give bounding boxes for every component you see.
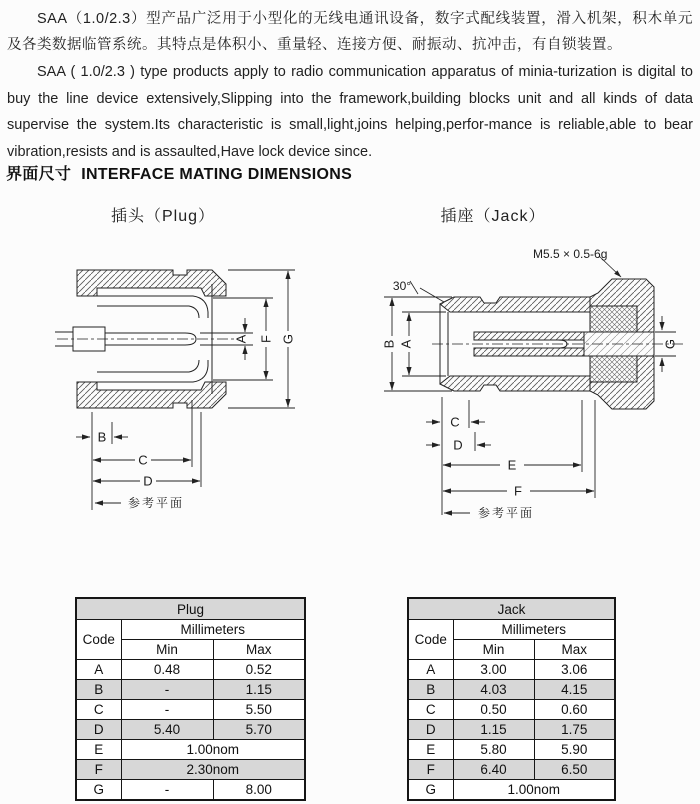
cell-max: 5.90 <box>534 740 615 760</box>
cell-max: 5.70 <box>213 720 305 740</box>
plug-figure-caption: 插头（Plug） <box>110 208 216 225</box>
jack-unit-header: Millimeters <box>453 620 615 640</box>
cell-code: G <box>76 780 121 801</box>
plug-min-header: Min <box>121 640 213 660</box>
table-row <box>76 598 305 620</box>
cell-code: D <box>408 720 453 740</box>
cell-min: 0.48 <box>121 660 213 680</box>
cell-max: 6.50 <box>534 760 615 780</box>
jack-max-header: Max <box>534 640 615 660</box>
cell-code: E <box>76 740 121 760</box>
table-row <box>408 598 615 620</box>
cell-min: 5.80 <box>453 740 534 760</box>
table-row <box>76 660 305 680</box>
table-row <box>76 740 305 760</box>
jack-figure-caption: 插座（Jack） <box>440 208 546 225</box>
cell-max: 0.60 <box>534 700 615 720</box>
plug-code-header: Code <box>76 620 121 660</box>
cell-min: 0.50 <box>453 700 534 720</box>
cell-code: F <box>408 760 453 780</box>
plug-dim-g-label: G <box>280 333 296 345</box>
intro-paragraph-chinese: SAA（1.0/2.3）型产品广泛用于小型化的无线电通讯设备，数字式配线装置，滑入机架，积木单元及各类数据临管系统。其特点是体积小、重量轻、连接方便、耐振动、抗冲击，有自锁装置。 <box>7 11 693 53</box>
cell-min: 3.00 <box>453 660 534 680</box>
jack-thread-callout: M5.5 × 0.5-6g <box>533 247 608 261</box>
table-row <box>408 780 615 801</box>
plug-dim-d-label: D <box>143 473 153 489</box>
cell-code: D <box>76 720 121 740</box>
cell-max: 3.06 <box>534 660 615 680</box>
table-row <box>76 680 305 700</box>
cell-min: 6.40 <box>453 760 534 780</box>
cell-max: 5.50 <box>213 700 305 720</box>
jack-table-title: Jack <box>408 598 615 620</box>
cell-code: F <box>76 760 121 780</box>
table-row <box>76 760 305 780</box>
cell-max: 0.52 <box>213 660 305 680</box>
section-heading-chinese: 界面尺寸 <box>6 166 72 183</box>
cell-value: 1.00nom <box>121 740 305 760</box>
table-row <box>408 700 615 720</box>
cell-code: A <box>76 660 121 680</box>
plug-dim-b-label: B <box>97 429 107 445</box>
cell-code: G <box>408 780 453 801</box>
cell-code: A <box>408 660 453 680</box>
section-heading <box>6 161 352 184</box>
cell-max: 4.15 <box>534 680 615 700</box>
section-heading-english: INTERFACE MATING DIMENSIONS <box>81 166 353 183</box>
cell-min: 5.40 <box>121 720 213 740</box>
cell-code: B <box>408 680 453 700</box>
table-row <box>76 700 305 720</box>
cell-min: 4.03 <box>453 680 534 700</box>
cell-min: - <box>121 780 213 801</box>
cell-code: B <box>76 680 121 700</box>
jack-dim-a-label: A <box>398 339 414 349</box>
jack-reference-plane-label: 参考平面 <box>478 506 535 520</box>
table-row <box>408 620 615 640</box>
table-row <box>408 720 615 740</box>
jack-dim-c-label: C <box>450 414 460 430</box>
plug-max-header: Max <box>213 640 305 660</box>
table-row <box>408 760 615 780</box>
cell-min: 1.15 <box>453 720 534 740</box>
cell-max: 1.15 <box>213 680 305 700</box>
cell-max: 1.75 <box>534 720 615 740</box>
jack-body-section <box>410 256 684 409</box>
plug-unit-header: Millimeters <box>121 620 305 640</box>
plug-reference-plane-label: 参考平面 <box>128 496 185 510</box>
table-row <box>76 620 305 640</box>
jack-cross-section-drawing <box>352 232 700 524</box>
jack-dim-g-label: G <box>662 338 678 350</box>
cell-value: 1.00nom <box>453 780 615 801</box>
jack-dim-b-label: B <box>381 339 397 349</box>
cell-min: - <box>121 680 213 700</box>
plug-dim-a-label: A <box>233 334 249 344</box>
plug-cross-section-drawing <box>55 232 305 524</box>
cell-value: 2.30nom <box>121 760 305 780</box>
table-row <box>408 680 615 700</box>
table-row <box>76 780 305 801</box>
jack-angle-callout: 30° <box>392 279 412 293</box>
plug-body-section <box>55 270 235 408</box>
jack-dim-d-label: D <box>453 437 463 453</box>
cell-code: C <box>408 700 453 720</box>
plug-dim-c-label: C <box>138 452 148 468</box>
plug-dimensions-table <box>75 597 306 801</box>
table-row <box>76 720 305 740</box>
jack-dim-f-label: F <box>514 483 522 499</box>
plug-dim-f-label: F <box>258 335 274 343</box>
cell-max: 8.00 <box>213 780 305 801</box>
jack-dimensions-table <box>407 597 616 801</box>
jack-min-header: Min <box>453 640 534 660</box>
cell-code: E <box>408 740 453 760</box>
intro-paragraph-english: SAA ( 1.0/2.3 ) type products apply to radio communication apparatus of minia-turization is digital to buy the line device extensively,Slipping into the framework,building blocks unit and all kinds of data supervise the system.Its characteristic is small,light,joins helping,perfor-mance is reliable,able to bear vibration,resists and is assaulted,Have lock device since. <box>7 64 693 160</box>
plug-table-title: Plug <box>76 598 305 620</box>
cell-min: - <box>121 700 213 720</box>
jack-dim-e-label: E <box>507 457 517 473</box>
table-row <box>408 660 615 680</box>
jack-code-header: Code <box>408 620 453 660</box>
table-row <box>408 740 615 760</box>
cell-code: C <box>76 700 121 720</box>
